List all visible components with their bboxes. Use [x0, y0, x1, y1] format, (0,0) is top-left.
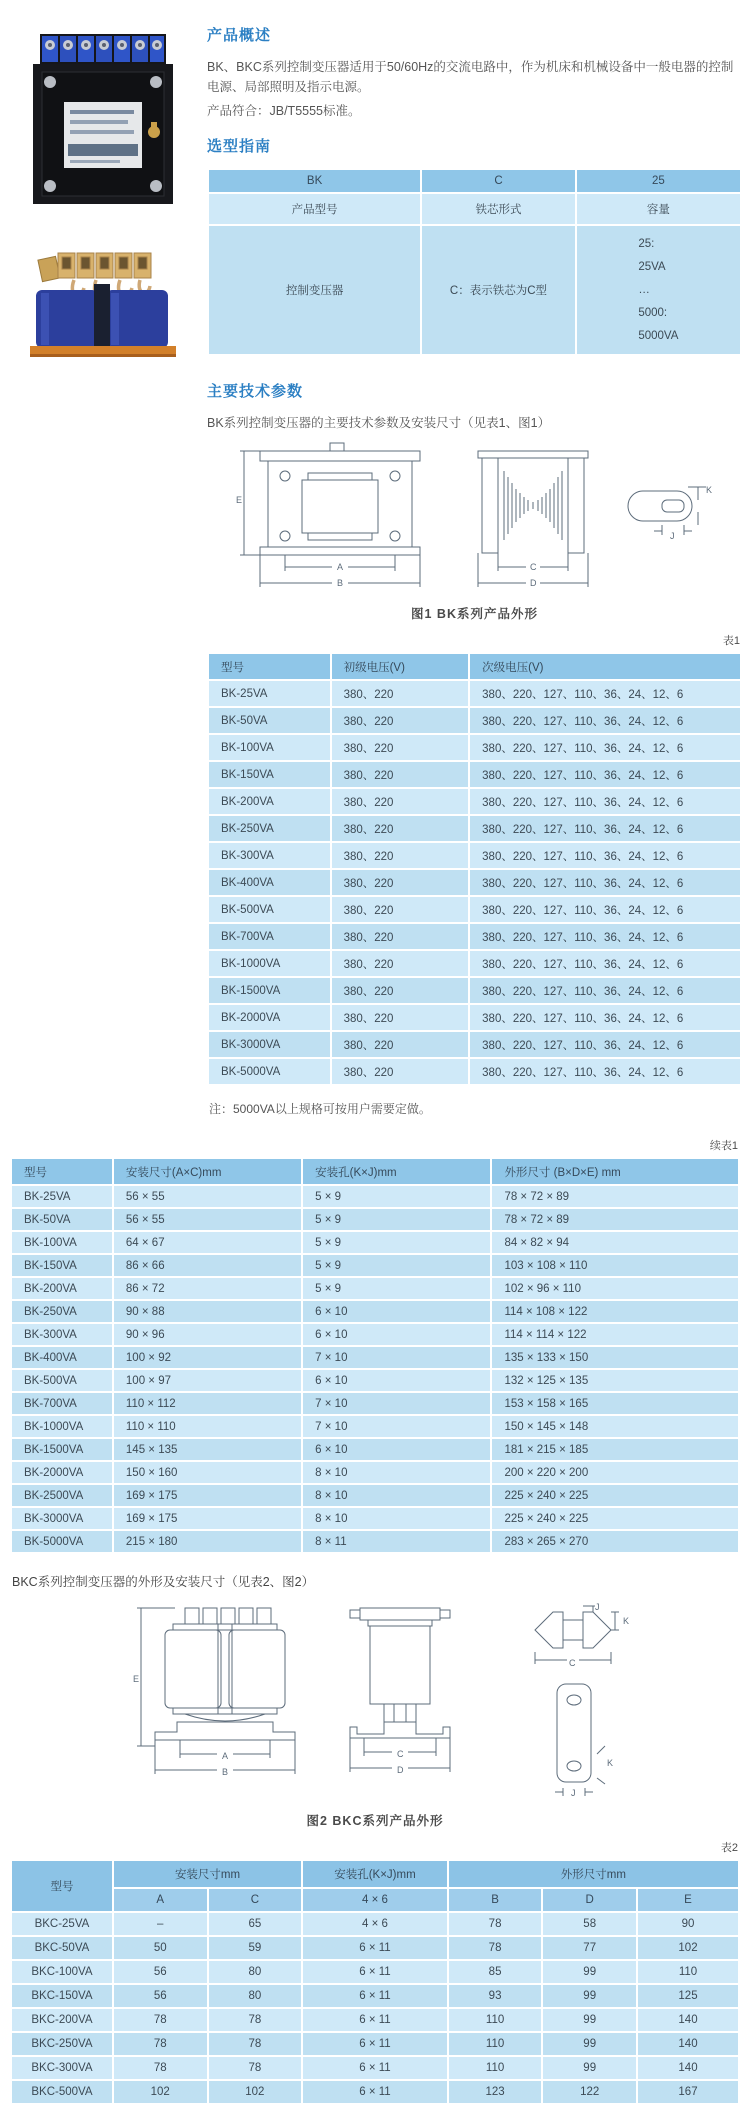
- table-row: [11, 1323, 739, 1346]
- dim-label-e: E: [133, 1674, 140, 1684]
- table-cell: 6 × 11: [302, 2080, 448, 2104]
- dim-label-c: C: [569, 1658, 576, 1668]
- text-line: 25:: [638, 237, 655, 250]
- table-row: [11, 2032, 739, 2056]
- table-row: [208, 1058, 741, 1085]
- table-cell: –: [113, 1912, 208, 1936]
- table-cell: BK-700VA: [208, 923, 331, 950]
- selection-detail-row: [208, 225, 741, 355]
- table-cell: 80: [208, 1960, 303, 1984]
- subcol-d: D: [542, 1888, 637, 1912]
- table-row: [208, 680, 741, 707]
- table-cell: 167: [637, 2080, 739, 2104]
- table-cell: 225 × 240 × 225: [491, 1484, 739, 1507]
- table-cell: 150 × 145 × 148: [491, 1415, 739, 1438]
- table-cell: 6 × 11: [302, 1960, 448, 1984]
- detail-model: 控制变压器: [208, 225, 421, 355]
- table-cell: 102: [208, 2080, 303, 2104]
- table-cell: 380、220、127、110、36、24、12、6: [469, 788, 741, 815]
- table1-label: 表1: [722, 635, 740, 647]
- table-row: [11, 1231, 739, 1254]
- table-cell: BKC-500VA: [11, 2080, 113, 2104]
- bkc-intro: BKC系列控制变压器的外形及安装尺寸（见表2、图2）: [12, 1575, 315, 1589]
- table-cell: 78: [448, 1936, 543, 1960]
- col-primary-voltage: 初级电压(V): [331, 653, 470, 680]
- table-header-row: [208, 653, 741, 680]
- table-cell: 5 × 9: [302, 1277, 491, 1300]
- table-cell: 380、220、127、110、36、24、12、6: [469, 761, 741, 788]
- selection-guide-table: [207, 168, 742, 356]
- table-cell: 90 × 88: [113, 1300, 302, 1323]
- table-cell: 380、220: [331, 923, 470, 950]
- subcol-c: C: [208, 1888, 303, 1912]
- content-column: [195, 10, 742, 1127]
- table-row: [11, 1415, 739, 1438]
- table-row: [208, 761, 741, 788]
- table-row: [11, 1530, 739, 1553]
- table-cell: BK-150VA: [208, 761, 331, 788]
- table-cell: 90: [637, 1912, 739, 1936]
- table-cell: 380、220、127、110、36、24、12、6: [469, 1031, 741, 1058]
- table-cell: 135 × 133 × 150: [491, 1346, 739, 1369]
- table-cell: BKC-300VA: [11, 2056, 113, 2080]
- dim-label-c: C: [529, 562, 536, 572]
- table-cell: BK-300VA: [11, 1323, 113, 1346]
- table-cell: 6 × 10: [302, 1323, 491, 1346]
- table-cell: 380、220、127、110、36、24、12、6: [469, 1058, 741, 1085]
- overview-standard: 产品符合：JB/T5555标准。: [207, 104, 361, 118]
- table-row: [11, 1208, 739, 1231]
- table-cell: BK-2500VA: [11, 1484, 113, 1507]
- table-cell: BK-1500VA: [208, 977, 331, 1004]
- table-cell: 380、220: [331, 842, 470, 869]
- dim-label-c: C: [397, 1749, 404, 1759]
- product-photo-column: [10, 10, 195, 1127]
- table-cell: BK-200VA: [208, 788, 331, 815]
- table-row: [11, 1912, 739, 1936]
- table-cell: 380、220: [331, 707, 470, 734]
- table-cell: BK-150VA: [11, 1254, 113, 1277]
- table-row: [11, 2008, 739, 2032]
- table-cell: 64 × 67: [113, 1231, 302, 1254]
- table-cell: 78: [448, 1912, 543, 1936]
- table-cell: BK-700VA: [11, 1392, 113, 1415]
- table-row: [11, 1484, 739, 1507]
- dim-label-b: B: [222, 1767, 229, 1777]
- table-cell: 215 × 180: [113, 1530, 302, 1553]
- table-cell: 50: [113, 1936, 208, 1960]
- table-row: [11, 1369, 739, 1392]
- table-cell: 110: [637, 1960, 739, 1984]
- table-cell: 6 × 11: [302, 1984, 448, 2008]
- table-cell: BK-5000VA: [11, 1530, 113, 1553]
- table-cell: 150 × 160: [113, 1461, 302, 1484]
- table-cell: 380、220: [331, 680, 470, 707]
- table-row: [208, 950, 741, 977]
- col-secondary-voltage: 次级电压(V): [469, 653, 741, 680]
- table-cell: 181 × 215 × 185: [491, 1438, 739, 1461]
- table-cell: BKC-250VA: [11, 2032, 113, 2056]
- table-row: [11, 1346, 739, 1369]
- table-cell: 8 × 10: [302, 1507, 491, 1530]
- table-cell: 78: [208, 2032, 303, 2056]
- table-cell: BK-400VA: [11, 1346, 113, 1369]
- figure1: [207, 441, 742, 622]
- table-cell: 283 × 265 × 270: [491, 1530, 739, 1553]
- table-cell: BK-300VA: [208, 842, 331, 869]
- table-cell: 59: [208, 1936, 303, 1960]
- table-cell: BK-250VA: [208, 815, 331, 842]
- bk-dimensions-table: [10, 1157, 740, 1554]
- dim-label-d: D: [529, 578, 536, 588]
- table-cell: 78 × 72 × 89: [491, 1185, 739, 1208]
- table-cell: 123: [448, 2080, 543, 2104]
- table-cell: 122: [542, 2080, 637, 2104]
- bk-voltage-table: [207, 652, 742, 1086]
- table-cell: BK-2000VA: [11, 1461, 113, 1484]
- col-mounting-size: 安装尺寸(A×C)mm: [113, 1158, 302, 1185]
- table-cell: BK-3000VA: [11, 1507, 113, 1530]
- col-model: 型号: [11, 1158, 113, 1185]
- table-cell: 6 × 11: [302, 2032, 448, 2056]
- table-row: [208, 842, 741, 869]
- meaning-model: 产品型号: [208, 193, 421, 225]
- table-cell: 6 × 10: [302, 1369, 491, 1392]
- table-cell: BK-3000VA: [208, 1031, 331, 1058]
- bk-transformer-photo: [28, 32, 178, 210]
- table-cell: 380、220、127、110、36、24、12、6: [469, 923, 741, 950]
- table-row: [208, 1031, 741, 1058]
- table-cell: BK-250VA: [11, 1300, 113, 1323]
- table-row: [11, 1507, 739, 1530]
- table-cell: 169 × 175: [113, 1484, 302, 1507]
- table-cell: 56: [113, 1960, 208, 1984]
- capacity-lines: [638, 233, 678, 348]
- table-cell: 110 × 112: [113, 1392, 302, 1415]
- group-mounting-size: 安装尺寸mm: [113, 1860, 302, 1888]
- table-cell: 169 × 175: [113, 1507, 302, 1530]
- tech-params-title: 主要技术参数: [207, 383, 304, 400]
- table-cell: 380、220: [331, 734, 470, 761]
- table-row: [208, 869, 741, 896]
- table-header-row: [11, 1158, 739, 1185]
- col-model: 型号: [208, 653, 331, 680]
- table-cell: BK-2000VA: [208, 1004, 331, 1031]
- bk-outline-drawing: [220, 441, 730, 593]
- table-cell: 78: [113, 2056, 208, 2080]
- table-cell: 5 × 9: [302, 1208, 491, 1231]
- bkc-outline-drawing: [95, 1600, 655, 1800]
- bkc-dimensions-table: [10, 1859, 740, 2105]
- table-cell: 80: [208, 1984, 303, 2008]
- table-cell: 380、220、127、110、36、24、12、6: [469, 707, 741, 734]
- table-cell: BK-500VA: [208, 896, 331, 923]
- figure2: [10, 1600, 740, 1829]
- table-cell: BK-500VA: [11, 1369, 113, 1392]
- table-cell: 99: [542, 2008, 637, 2032]
- selection-guide-title: 选型指南: [207, 138, 272, 155]
- table-row: [11, 1438, 739, 1461]
- table-cell: 5 × 9: [302, 1231, 491, 1254]
- dim-label-b: B: [336, 578, 343, 588]
- table-row: [11, 1461, 739, 1484]
- table-cell: 78: [113, 2008, 208, 2032]
- table-cell: BK-1000VA: [208, 950, 331, 977]
- table-cell: 99: [542, 1960, 637, 1984]
- table-cell: 110: [448, 2008, 543, 2032]
- table-cell: 380、220、127、110、36、24、12、6: [469, 734, 741, 761]
- table-row: [11, 1960, 739, 1984]
- table-cell: 6 × 10: [302, 1438, 491, 1461]
- table-group-header-row: [11, 1860, 739, 1888]
- table-row: [208, 896, 741, 923]
- table-cell: BKC-150VA: [11, 1984, 113, 2008]
- dim-label-k: K: [607, 1758, 614, 1768]
- table-row: [208, 734, 741, 761]
- table-cell: 78: [208, 2008, 303, 2032]
- table-cell: 380、220: [331, 1004, 470, 1031]
- table-cell: 380、220、127、110、36、24、12、6: [469, 815, 741, 842]
- table-cell: 8 × 10: [302, 1461, 491, 1484]
- dim-label-e: E: [235, 495, 242, 505]
- table-cell: 380、220: [331, 896, 470, 923]
- col-model: 型号: [11, 1860, 113, 1912]
- table-cell: BK-100VA: [11, 1231, 113, 1254]
- table-cell: 99: [542, 1984, 637, 2008]
- table-cell: 114 × 108 × 122: [491, 1300, 739, 1323]
- table-cell: 78 × 72 × 89: [491, 1208, 739, 1231]
- table-cell: 153 × 158 × 165: [491, 1392, 739, 1415]
- dim-label-a: A: [222, 1751, 229, 1761]
- table-cell: 93: [448, 1984, 543, 2008]
- text-line: 5000:: [638, 306, 668, 319]
- table-row: [11, 1277, 739, 1300]
- table-cell: 86 × 66: [113, 1254, 302, 1277]
- table-cell: 86 × 72: [113, 1277, 302, 1300]
- selection-code-row: [208, 169, 741, 193]
- dim-label-d: D: [397, 1765, 404, 1775]
- meaning-core: 铁芯形式: [421, 193, 576, 225]
- subcol-b: B: [448, 1888, 543, 1912]
- table-cell: 56: [113, 1984, 208, 2008]
- table-cell: 8 × 11: [302, 1530, 491, 1553]
- table-cell: 56 × 55: [113, 1185, 302, 1208]
- subcol-e: E: [637, 1888, 739, 1912]
- table2-label: 表2: [720, 1842, 738, 1854]
- table-cell: BK-5000VA: [208, 1058, 331, 1085]
- selection-meaning-row: [208, 193, 741, 225]
- dim-label-k: K: [623, 1616, 630, 1626]
- figure2-caption: 图2 BKC系列产品外形: [306, 1814, 444, 1828]
- bk-intro: BK系列控制变压器的主要技术参数及安装尺寸（见表1、图1）: [207, 416, 551, 430]
- table-cell: 110: [448, 2056, 543, 2080]
- cont-table-label: 续表1: [709, 1140, 738, 1152]
- table-cell: 85: [448, 1960, 543, 1984]
- table-cell: 102: [637, 1936, 739, 1960]
- table-row: [11, 1300, 739, 1323]
- table-cell: 103 × 108 × 110: [491, 1254, 739, 1277]
- table-cell: BK-25VA: [11, 1185, 113, 1208]
- col-outline-size: 外形尺寸 (B×D×E) mm: [491, 1158, 739, 1185]
- table-row: [208, 788, 741, 815]
- table-cell: 58: [542, 1912, 637, 1936]
- table-row: [208, 977, 741, 1004]
- subcol-hole-size: 4 × 6: [302, 1888, 448, 1912]
- table-cell: 380、220: [331, 977, 470, 1004]
- custom-order-note: 注：5000VA以上规格可按用户需要定做。: [209, 1102, 431, 1116]
- code-25: 25: [576, 169, 741, 193]
- table-cell: 380、220: [331, 761, 470, 788]
- table-cell: 225 × 240 × 225: [491, 1507, 739, 1530]
- table-cell: BK-1500VA: [11, 1438, 113, 1461]
- subcol-a: A: [113, 1888, 208, 1912]
- table-cell: 380、220: [331, 869, 470, 896]
- table-cell: 145 × 135: [113, 1438, 302, 1461]
- table-row: [11, 2056, 739, 2080]
- table-row: [208, 707, 741, 734]
- table-cell: BK-100VA: [208, 734, 331, 761]
- table-cell: 380、220、127、110、36、24、12、6: [469, 1004, 741, 1031]
- table-cell: 78: [113, 2032, 208, 2056]
- table-cell: 380、220: [331, 788, 470, 815]
- table-cell: BKC-50VA: [11, 1936, 113, 1960]
- table-cell: 5 × 9: [302, 1254, 491, 1277]
- table-cell: BKC-25VA: [11, 1912, 113, 1936]
- table-cell: 56 × 55: [113, 1208, 302, 1231]
- table-row: [11, 1936, 739, 1960]
- detail-capacity: [576, 225, 741, 355]
- detail-core: C：表示铁芯为C型: [421, 225, 576, 355]
- dim-label-j: J: [669, 531, 674, 541]
- table-cell: 5 × 9: [302, 1185, 491, 1208]
- table-cell: 380、220、127、110、36、24、12、6: [469, 896, 741, 923]
- code-c: C: [421, 169, 576, 193]
- text-line: …: [638, 283, 650, 296]
- table-cell: 7 × 10: [302, 1392, 491, 1415]
- table-cell: 8 × 10: [302, 1484, 491, 1507]
- table-cell: 132 × 125 × 135: [491, 1369, 739, 1392]
- table-cell: 84 × 82 × 94: [491, 1231, 739, 1254]
- table-cell: 114 × 114 × 122: [491, 1323, 739, 1346]
- dim-label-j: J: [595, 1602, 600, 1612]
- table-cell: 100 × 97: [113, 1369, 302, 1392]
- table-cell: 110 × 110: [113, 1415, 302, 1438]
- overview-title: 产品概述: [207, 27, 272, 44]
- dim-label-j: J: [571, 1788, 576, 1798]
- overview-body: BK、BKC系列控制变压器适用于50/60Hz的交流电路中，作为机床和机械设备中一般电器的控制电源、局部照明及指示电源。: [207, 60, 734, 94]
- table-cell: BK-25VA: [208, 680, 331, 707]
- table-cell: 102 × 96 × 110: [491, 1277, 739, 1300]
- table-cell: BK-400VA: [208, 869, 331, 896]
- table-row: [11, 2080, 739, 2104]
- text-line: 5000VA: [638, 329, 679, 342]
- table-cell: 380、220: [331, 1031, 470, 1058]
- table-cell: 65: [208, 1912, 303, 1936]
- table-row: [11, 1984, 739, 2008]
- table-cell: 125: [637, 1984, 739, 2008]
- text-line: 25VA: [638, 260, 666, 273]
- table-cell: BKC-100VA: [11, 1960, 113, 1984]
- table-cell: 140: [637, 2008, 739, 2032]
- table-row: [11, 1254, 739, 1277]
- table-cell: 380、220、127、110、36、24、12、6: [469, 842, 741, 869]
- table-sub-header-row: [11, 1888, 739, 1912]
- table-row: [208, 1004, 741, 1031]
- table-cell: 380、220、127、110、36、24、12、6: [469, 977, 741, 1004]
- table-cell: 99: [542, 2056, 637, 2080]
- table-cell: 200 × 220 × 200: [491, 1461, 739, 1484]
- table-cell: 110: [448, 2032, 543, 2056]
- table-cell: 7 × 10: [302, 1346, 491, 1369]
- table-cell: 7 × 10: [302, 1415, 491, 1438]
- table-row: [208, 815, 741, 842]
- table-cell: 380、220: [331, 815, 470, 842]
- meaning-capacity: 容量: [576, 193, 741, 225]
- table-cell: BKC-200VA: [11, 2008, 113, 2032]
- dim-label-a: A: [336, 562, 343, 572]
- table-cell: 6 × 11: [302, 2056, 448, 2080]
- table-cell: BK-1000VA: [11, 1415, 113, 1438]
- table-cell: 380、220: [331, 1058, 470, 1085]
- table-cell: 102: [113, 2080, 208, 2104]
- table-row: [11, 1392, 739, 1415]
- table-row: [11, 1185, 739, 1208]
- group-mounting-hole: 安装孔(K×J)mm: [302, 1860, 448, 1888]
- table-cell: 380、220、127、110、36、24、12、6: [469, 869, 741, 896]
- table-cell: 6 × 11: [302, 2008, 448, 2032]
- figure1-caption: 图1 BK系列产品外形: [411, 607, 538, 621]
- full-width-section: [0, 1127, 750, 2113]
- bkc-transformer-photo: [28, 250, 178, 360]
- table-cell: BK-200VA: [11, 1277, 113, 1300]
- table-cell: BK-50VA: [208, 707, 331, 734]
- table-cell: 6 × 11: [302, 1936, 448, 1960]
- table-cell: 90 × 96: [113, 1323, 302, 1346]
- table-cell: 140: [637, 2056, 739, 2080]
- code-bk: BK: [208, 169, 421, 193]
- table-cell: 6 × 10: [302, 1300, 491, 1323]
- table-row: [208, 923, 741, 950]
- table-cell: 99: [542, 2032, 637, 2056]
- table-cell: 380、220: [331, 950, 470, 977]
- table-cell: BK-50VA: [11, 1208, 113, 1231]
- table-cell: 77: [542, 1936, 637, 1960]
- group-outline-size: 外形尺寸mm: [448, 1860, 739, 1888]
- col-mounting-hole: 安装孔(K×J)mm: [302, 1158, 491, 1185]
- table-cell: 380、220、127、110、36、24、12、6: [469, 950, 741, 977]
- table-cell: 4 × 6: [302, 1912, 448, 1936]
- table-cell: 140: [637, 2032, 739, 2056]
- table-cell: 100 × 92: [113, 1346, 302, 1369]
- dim-label-k: K: [705, 485, 712, 495]
- table-cell: 78: [208, 2056, 303, 2080]
- table-cell: 380、220、127、110、36、24、12、6: [469, 680, 741, 707]
